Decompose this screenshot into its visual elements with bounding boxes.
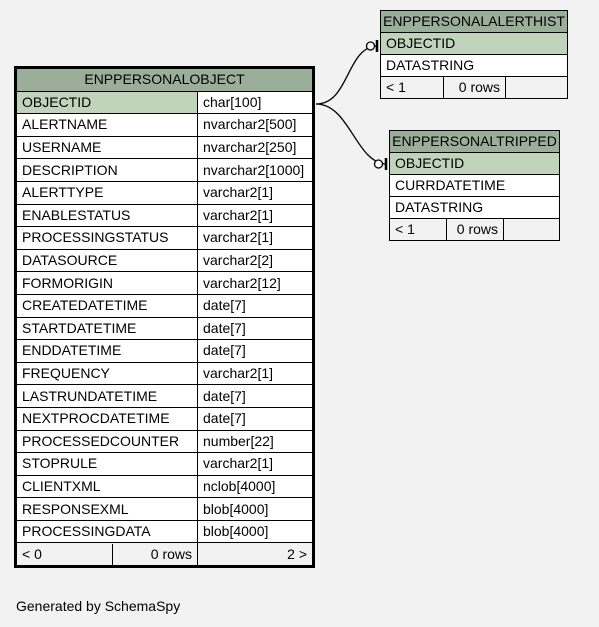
column-name[interactable]: DESCRIPTION [17,159,198,182]
optional-marker-alerthist [367,42,375,50]
column-row[interactable] [17,520,313,543]
column-name[interactable]: DATASTRING [381,55,568,77]
table-enppersonalobject[interactable] [16,68,313,566]
column-row[interactable] [381,33,568,55]
row-count: 0 rows [150,545,192,562]
table-footer [17,543,313,566]
column-row[interactable] [17,159,313,182]
column-name[interactable]: CURRDATETIME [390,175,560,197]
column-name[interactable]: STARTDATETIME [17,317,198,340]
column-row[interactable] [17,317,313,340]
column-row[interactable] [17,91,313,114]
column-name[interactable]: FREQUENCY [17,362,198,385]
link-to-alerthist [316,46,378,104]
column-name[interactable]: FORMORIGIN [17,272,198,295]
column-name[interactable]: PROCESSINGSTATUS [17,227,198,250]
column-type[interactable]: date[7] [198,407,313,430]
column-name[interactable]: PROCESSEDCOUNTER [17,430,198,453]
column-type[interactable]: varchar2[1] [198,204,313,227]
column-row[interactable] [17,249,313,272]
column-row[interactable] [17,430,313,453]
column-row[interactable] [17,407,313,430]
column-row[interactable] [390,197,560,219]
column-name[interactable]: OBJECTID [381,33,568,55]
column-name[interactable]: DATASTRING [390,197,560,219]
column-name[interactable]: CLIENTXML [17,475,198,498]
table-title[interactable]: ENPPERSONALOBJECT [17,69,313,92]
column-name[interactable]: LASTRUNDATETIME [17,385,198,408]
parent-count[interactable]: < 1 [381,77,444,99]
column-type[interactable]: nclob[4000] [198,475,313,498]
generated-by-text: Generated by SchemaSpy [16,598,181,614]
column-type[interactable]: varchar2[1] [198,181,313,204]
table-title[interactable]: ENPPERSONALTRIPPED [390,131,560,153]
child-count[interactable] [506,77,568,99]
column-row[interactable] [17,272,313,295]
column-name[interactable]: ALERTTYPE [17,181,198,204]
column-row[interactable] [17,294,313,317]
column-row[interactable] [17,340,313,363]
optional-marker-tripped [375,160,383,168]
column-row[interactable] [17,453,313,476]
column-type[interactable]: blob[4000] [198,520,313,543]
column-row[interactable] [17,385,313,408]
column-name[interactable]: DATASOURCE [17,249,198,272]
column-name[interactable]: OBJECTID [17,91,198,114]
column-name[interactable]: OBJECTID [390,153,560,175]
table-title[interactable]: ENPPERSONALALERTHIST [381,11,568,33]
column-name[interactable]: NEXTPROCDATETIME [17,407,198,430]
column-type[interactable]: varchar2[12] [198,272,313,295]
parent-count[interactable]: < 1 [390,219,447,241]
column-name[interactable]: PROCESSINGDATA [17,520,198,543]
column-row[interactable] [17,227,313,250]
link-to-tripped [316,104,387,164]
column-row[interactable] [17,362,313,385]
column-name[interactable]: USERNAME [17,136,198,159]
column-type[interactable]: nvarchar2[250] [198,136,313,159]
table-enppersonalalerthist[interactable] [380,10,568,99]
column-row[interactable] [390,175,560,197]
column-row[interactable] [17,475,313,498]
column-row[interactable] [17,181,313,204]
column-type[interactable]: nvarchar2[1000] [198,159,313,182]
column-type[interactable]: number[22] [198,430,313,453]
column-type[interactable]: varchar2[2] [198,249,313,272]
column-row[interactable] [390,153,560,175]
table-footer [381,77,568,99]
column-name[interactable]: RESPONSEXML [17,498,198,521]
row-count[interactable]: 0 rows [447,219,504,241]
column-row[interactable] [17,114,313,137]
column-row[interactable] [17,136,313,159]
column-type[interactable]: varchar2[1] [198,362,313,385]
child-count[interactable] [504,219,560,241]
column-type[interactable]: varchar2[1] [198,453,313,476]
column-row[interactable] [17,498,313,521]
column-type[interactable]: date[7] [198,317,313,340]
child-count[interactable]: 2 > [198,543,313,566]
column-row[interactable] [381,55,568,77]
column-name[interactable]: STOPRULE [17,453,198,476]
column-type[interactable]: blob[4000] [198,498,313,521]
parent-count[interactable]: < 0 [17,544,113,565]
column-name[interactable]: ENDDATETIME [17,340,198,363]
row-count[interactable]: 0 rows [444,77,506,99]
footer-left [17,543,198,566]
column-type[interactable]: date[7] [198,385,313,408]
column-type[interactable]: date[7] [198,340,313,363]
column-row[interactable] [17,204,313,227]
table-enppersonaltripped[interactable] [389,130,560,241]
column-type[interactable]: char[100] [198,91,313,114]
column-name[interactable]: CREATEDATETIME [17,294,198,317]
column-type[interactable]: nvarchar2[500] [198,114,313,137]
column-type[interactable]: date[7] [198,294,313,317]
column-name[interactable]: ALERTNAME [17,114,198,137]
table-footer [390,219,560,241]
column-name[interactable]: ENABLESTATUS [17,204,198,227]
column-type[interactable]: varchar2[1] [198,227,313,250]
